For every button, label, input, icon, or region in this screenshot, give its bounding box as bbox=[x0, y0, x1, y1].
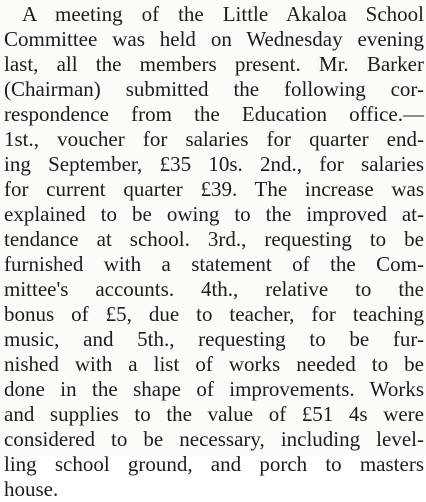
article-body bbox=[4, 2, 424, 502]
article-line: Committee was held on Wednesday evening bbox=[4, 27, 424, 51]
article-line: furnished with a statement of the Com- bbox=[4, 252, 424, 276]
article-line: tendance at school. 3rd., requesting to be bbox=[4, 227, 424, 251]
article-line: 1st., voucher for salaries for quarter end- bbox=[4, 127, 424, 151]
article-line: explained to be owing to the improved at- bbox=[4, 202, 424, 226]
article-line: music, and 5th., requesting to be fur- bbox=[4, 327, 424, 351]
article-line: considered to be necessary, including level- bbox=[4, 427, 424, 451]
article-line: and supplies to the value of £51 4s were bbox=[4, 402, 424, 426]
article-line: A meeting of the Little Akaloa School bbox=[22, 2, 424, 26]
article-line: last, all the members present. Mr. Barker bbox=[4, 52, 424, 76]
article-line: respondence from the Education office.— bbox=[4, 102, 424, 126]
article-line: (Chairman) submitted the following cor- bbox=[4, 77, 424, 101]
article-line: bonus of £5, due to teacher, for teaching bbox=[4, 302, 424, 326]
article-line: ling school ground, and porch to masters bbox=[4, 452, 424, 476]
article-line: ing September, £35 10s. 2nd., for salaries bbox=[4, 152, 424, 176]
article-line: done in the shape of improvements. Works bbox=[4, 377, 424, 401]
article-line: nished with a list of works needed to be bbox=[4, 352, 424, 376]
article-line: house. bbox=[4, 477, 59, 501]
article-line: for current quarter £39. The increase was bbox=[4, 177, 424, 201]
article-line: mittee's accounts. 4th., relative to the bbox=[4, 277, 424, 301]
